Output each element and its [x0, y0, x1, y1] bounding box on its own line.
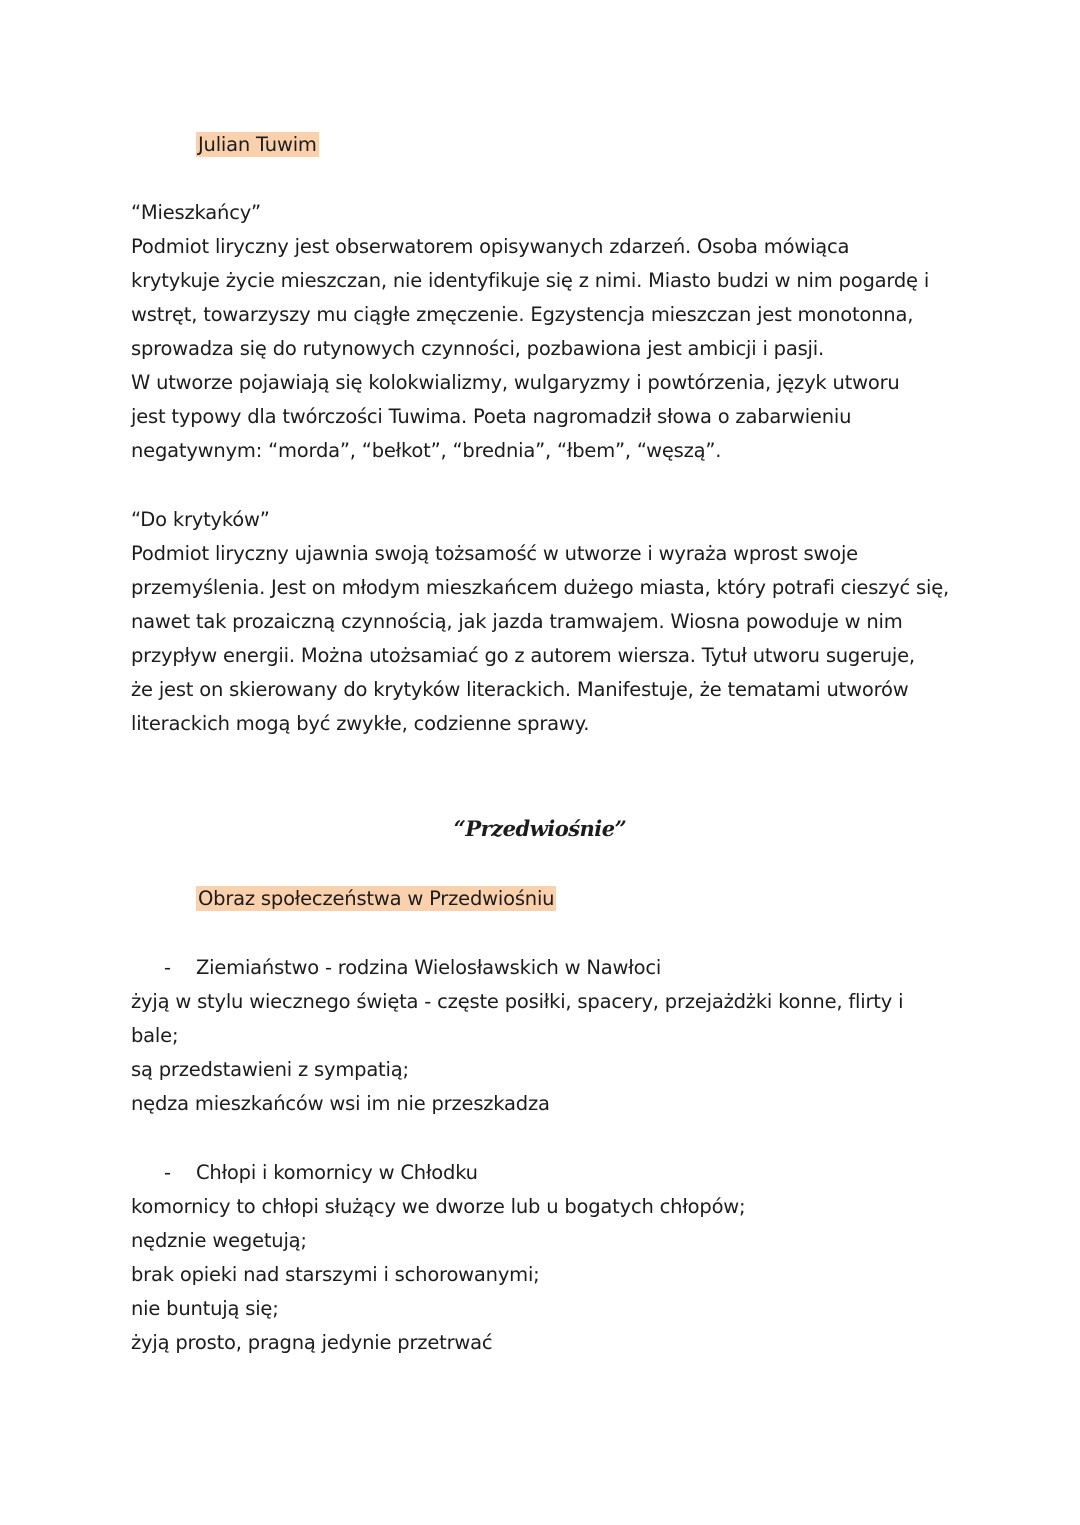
- list-bullet: -: [164, 956, 172, 979]
- paragraph-line: bale;: [131, 1024, 179, 1047]
- paragraph-line: nędznie wegetują;: [131, 1229, 307, 1252]
- paragraph-line: negatywnym: “morda”, “bełkot”, “brednia”, “łbem”, “węszą”.: [131, 439, 722, 462]
- poem-title-do-krytykow: “Do krytyków”: [131, 508, 270, 531]
- paragraph-line: Podmiot liryczny ujawnia swoją tożsamość w utworze i wyraża wprost swoje: [131, 542, 858, 565]
- paragraph-line: brak opieki nad starszymi i schorowanymi;: [131, 1263, 540, 1286]
- paragraph-line: nie buntują się;: [131, 1297, 279, 1320]
- highlighted-heading: Obraz społeczeństwa w Przedwiośniu: [198, 887, 555, 910]
- paragraph-line: żyją w stylu wiecznego święta - częste posiłki, spacery, przejażdżki konne, flirty i: [131, 990, 904, 1013]
- paragraph-line: przemyślenia. Jest on młodym mieszkańcem dużego miasta, który potrafi cieszyć się,: [131, 576, 950, 599]
- list-bullet: -: [164, 1161, 172, 1184]
- paragraph-line: są przedstawieni z sympatią;: [131, 1058, 409, 1081]
- paragraph-line: krytykuje życie mieszczan, nie identyfikuje się z nimi. Miasto budzi w nim pogardę i: [131, 269, 930, 292]
- paragraph-line: nędza mieszkańców wsi im nie przeszkadza: [131, 1092, 550, 1115]
- section-title: “Przedwiośnie”: [453, 816, 627, 841]
- paragraph-line: nawet tak prozaiczną czynnością, jak jazda tramwajem. Wiosna powoduje w nim: [131, 610, 903, 633]
- paragraph-line: wstręt, towarzyszy mu ciągłe zmęczenie. Egzystencja mieszczan jest monotonna,: [131, 303, 914, 326]
- paragraph-line: W utworze pojawiają się kolokwializmy, wulgaryzmy i powtórzenia, język utworu: [131, 371, 900, 394]
- list-item-label: Ziemiaństwo - rodzina Wielosławskich w Nawłoci: [196, 956, 662, 979]
- poem-title-mieszkancy: “Mieszkańcy”: [131, 201, 261, 224]
- paragraph-line: że jest on skierowany do krytyków literackich. Manifestuje, że tematami utworów: [131, 678, 909, 701]
- subsection-heading: [196, 882, 556, 916]
- paragraph-line: sprowadza się do rutynowych czynności, pozbawiona jest ambicji i pasji.: [131, 337, 824, 360]
- paragraph-line: jest typowy dla twórczości Tuwima. Poeta nagromadził słowa o zabarwieniu: [131, 405, 852, 428]
- highlighted-heading: Julian Tuwim: [198, 133, 317, 156]
- list-item-label: Chłopi i komornicy w Chłodku: [196, 1161, 478, 1184]
- paragraph-line: komornicy to chłopi służący we dworze lub u bogatych chłopów;: [131, 1195, 746, 1218]
- paragraph-line: żyją prosto, pragną jedynie przetrwać: [131, 1331, 493, 1354]
- paragraph-line: Podmiot liryczny jest obserwatorem opisywanych zdarzeń. Osoba mówiąca: [131, 235, 850, 258]
- paragraph-line: literackich mogą być zwykłe, codzienne sprawy.: [131, 712, 590, 735]
- paragraph-line: przypływ energii. Można utożsamiać go z autorem wiersza. Tytuł utworu sugeruje,: [131, 644, 915, 667]
- author-heading: [196, 128, 319, 162]
